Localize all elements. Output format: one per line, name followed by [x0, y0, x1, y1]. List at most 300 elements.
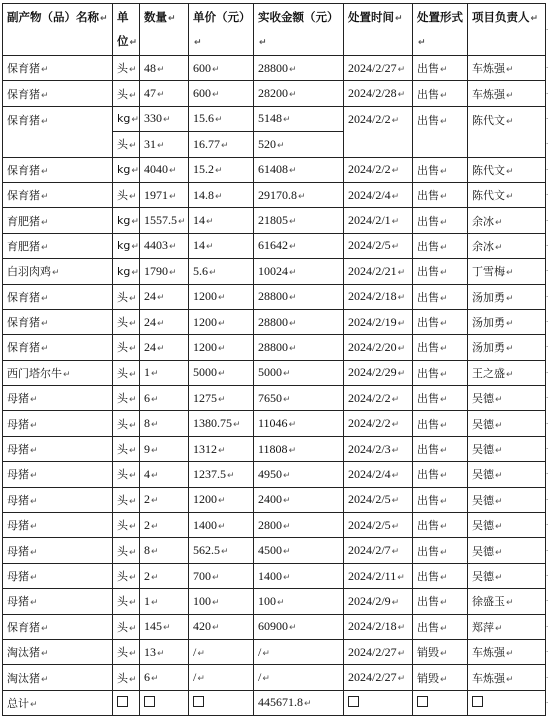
- cell-quantity: [140, 259, 189, 284]
- cell-disposal-type: [413, 513, 468, 538]
- cell-product-name-text: 育肥猪: [7, 239, 40, 253]
- cell-quantity-text: 31: [144, 136, 156, 151]
- paragraph-mark-icon: ↵: [41, 649, 49, 660]
- paragraph-mark-icon: ↵: [129, 344, 137, 355]
- cell-unit-price: [189, 132, 254, 157]
- paragraph-mark-icon: ↵: [440, 344, 448, 355]
- cell-amount: [254, 462, 344, 487]
- paragraph-mark-icon: ↵: [495, 547, 503, 558]
- paragraph-mark-icon: ↵: [157, 648, 165, 659]
- paragraph-mark-icon: ↵: [506, 319, 514, 330]
- cell-disposal-type-text: 出售: [417, 163, 439, 177]
- cell-unit: [113, 182, 140, 207]
- cell-disposal-type-text: 出售: [417, 443, 439, 457]
- paragraph-mark-icon: ↵: [289, 623, 297, 634]
- cell-disposal-type-text: 出售: [417, 265, 439, 279]
- cell-disposal-type: [413, 386, 468, 411]
- row-end-mark: ·: [546, 394, 549, 403]
- paragraph-mark-icon: ↵: [397, 343, 406, 354]
- paragraph-mark-icon: ↵: [395, 14, 403, 24]
- cell-unit-text: 头: [117, 87, 128, 101]
- cell-unit: [113, 436, 140, 461]
- cell-product-name-text: 保育猪: [7, 316, 40, 330]
- cell-unit-price-text: /: [193, 670, 197, 685]
- cell-amount-text: 11046: [258, 416, 288, 431]
- paragraph-mark-icon: ↵: [221, 547, 229, 558]
- table-row: [3, 56, 546, 81]
- cell-unit-price: [189, 411, 254, 436]
- paragraph-mark-icon: ↵: [129, 573, 137, 583]
- paragraph-mark-icon: ↵: [129, 420, 137, 431]
- total-row: [3, 690, 546, 715]
- cell-amount-text: 11808: [258, 441, 288, 456]
- cell-amount: [254, 106, 344, 131]
- paragraph-mark-icon: ↵: [41, 674, 49, 685]
- paragraph-mark-icon: ↵: [218, 343, 226, 354]
- cell-unit: [113, 614, 140, 639]
- cell-disposal-date-text: 2024/2/5: [348, 517, 391, 532]
- paragraph-mark-icon: ↵: [157, 90, 165, 101]
- row-end-mark: ·: [546, 318, 549, 327]
- cell-unit-price-text: 16.77: [193, 136, 220, 151]
- cell-amount: [254, 639, 344, 664]
- cell-unit-price-text: 600: [193, 86, 211, 101]
- cell-amount-text: 28200: [258, 86, 288, 101]
- paragraph-mark-icon: ↵: [30, 522, 38, 533]
- header-disposal-date-text: 处置时间: [348, 10, 394, 24]
- cell-quantity-text: 4040: [144, 162, 168, 177]
- paragraph-mark-icon: ↵: [129, 293, 137, 304]
- cell-unit-price-text: 1200: [193, 314, 217, 329]
- header-disposal-type-text: 处置形式: [417, 10, 463, 24]
- paragraph-mark-icon: ↵: [151, 674, 159, 685]
- cell-amount-text: 2800: [258, 517, 282, 532]
- paragraph-mark-icon: ↵: [30, 420, 38, 431]
- table-row: [3, 563, 546, 588]
- paragraph-mark-icon: ↵: [440, 547, 448, 558]
- paragraph-mark-icon: ↵: [129, 496, 137, 507]
- cell-disposal-type: [413, 563, 468, 588]
- cell-unit: [113, 563, 140, 588]
- cell-manager: [468, 487, 546, 512]
- cell-disposal-date-text: 2024/2/11: [348, 568, 397, 583]
- cell-disposal-type-text: 销毁: [417, 646, 439, 660]
- cell-unit: [113, 259, 140, 284]
- cell-unit-price: [189, 513, 254, 538]
- cell-amount-text: 520: [258, 136, 276, 151]
- row-end-mark: ·: [546, 89, 549, 98]
- cell-unit: [113, 462, 140, 487]
- cell-unit-price-text: 1200: [193, 492, 217, 507]
- paragraph-mark-icon: ↵: [440, 268, 448, 279]
- cell-manager: [468, 208, 546, 233]
- paragraph-mark-icon: ↵: [289, 242, 297, 253]
- paragraph-mark-icon: ↵: [157, 293, 165, 304]
- cell-product-name: [3, 360, 113, 385]
- paragraph-mark-icon: ↵: [30, 471, 38, 482]
- cell-unit-text: 头: [117, 366, 128, 380]
- cell-disposal-date: [344, 335, 413, 360]
- header-amount-text: 实收金额（元）: [258, 10, 339, 24]
- paragraph-mark-icon: ↵: [63, 369, 71, 380]
- paragraph-mark-icon: ↵: [151, 547, 159, 558]
- empty-box-icon: [417, 696, 428, 707]
- paragraph-mark-icon: ↵: [530, 14, 539, 24]
- cell-unit: [113, 639, 140, 664]
- cell-amount: [254, 309, 344, 334]
- cell-amount-text: 29170.8: [258, 187, 297, 202]
- cell-quantity: [140, 360, 189, 385]
- cell-disposal-type: [413, 462, 468, 487]
- cell-quantity: [140, 589, 189, 614]
- cell-manager: [468, 182, 546, 207]
- paragraph-mark-icon: ↵: [218, 369, 226, 380]
- cell-unit-price: [189, 639, 254, 664]
- paragraph-mark-icon: ↵: [495, 242, 503, 253]
- cell-quantity-text: 8: [144, 543, 150, 558]
- cell-amount: [254, 436, 344, 461]
- paragraph-mark-icon: ↵: [129, 522, 137, 533]
- cell-manager-text: 陈代文: [472, 113, 505, 127]
- cell-disposal-date-text: 2024/2/27: [348, 644, 397, 659]
- paragraph-mark-icon: ↵: [129, 446, 137, 457]
- paragraph-mark-icon: ↵: [289, 217, 297, 228]
- paragraph-mark-icon: ↵: [495, 496, 503, 507]
- paragraph-mark-icon: ↵: [391, 242, 400, 253]
- cell-quantity-text: 145: [144, 619, 162, 634]
- paragraph-mark-icon: ↵: [212, 597, 220, 608]
- total-empty-quantity: [140, 690, 189, 715]
- header-row: [3, 4, 546, 56]
- cell-product-name: [3, 513, 113, 538]
- cell-quantity-text: 2: [144, 568, 150, 583]
- cell-unit-price: [189, 259, 254, 284]
- cell-quantity: [140, 462, 189, 487]
- cell-disposal-type: [413, 411, 468, 436]
- paragraph-mark-icon: ↵: [506, 116, 514, 127]
- cell-unit: [113, 360, 140, 385]
- cell-product-name: [3, 182, 113, 207]
- table-row: [3, 639, 546, 664]
- cell-quantity: [140, 335, 189, 360]
- paragraph-mark-icon: ↵: [440, 242, 448, 253]
- paragraph-mark-icon: ↵: [283, 115, 291, 126]
- paragraph-mark-icon: ↵: [178, 217, 186, 228]
- cell-disposal-type-text: 出售: [417, 392, 439, 406]
- paragraph-mark-icon: ↵: [218, 318, 226, 329]
- paragraph-mark-icon: ↵: [506, 293, 514, 304]
- paragraph-mark-icon: ↵: [440, 90, 448, 101]
- paragraph-mark-icon: ↵: [169, 267, 177, 278]
- row-end-mark: ·: [546, 114, 549, 123]
- paragraph-mark-icon: ↵: [41, 116, 49, 127]
- cell-manager: [468, 386, 546, 411]
- paragraph-mark-icon: ↵: [440, 598, 448, 609]
- paragraph-mark-icon: ↵: [30, 598, 38, 609]
- header-amount: [254, 4, 344, 56]
- paragraph-mark-icon: ↵: [168, 14, 176, 24]
- paragraph-mark-icon: ↵: [440, 217, 448, 228]
- cell-disposal-date-text: 2024/2/21: [348, 263, 397, 278]
- cell-amount-text: 7650: [258, 390, 282, 405]
- cell-manager-text: 丁雪梅: [472, 265, 505, 279]
- total-label: [3, 690, 113, 715]
- cell-unit-price-text: 420: [193, 619, 211, 634]
- paragraph-mark-icon: ↵: [157, 64, 165, 75]
- paragraph-mark-icon: ↵: [283, 572, 291, 583]
- cell-unit-price-text: 100: [193, 593, 211, 608]
- paragraph-mark-icon: ↵: [212, 623, 220, 634]
- table-row: [3, 462, 546, 487]
- empty-box-icon: [144, 696, 155, 707]
- paragraph-mark-icon: ↵: [151, 572, 159, 583]
- paragraph-mark-icon: ↵: [289, 318, 297, 329]
- cell-amount-text: 28800: [258, 289, 288, 304]
- cell-manager: [468, 56, 546, 81]
- paragraph-mark-icon: ↵: [391, 547, 400, 558]
- cell-unit-text: 头: [117, 62, 128, 76]
- paragraph-mark-icon: ↵: [212, 90, 220, 101]
- cell-product-name: [3, 208, 113, 233]
- header-manager: [468, 4, 546, 56]
- cell-manager-text: 吴德: [472, 544, 494, 558]
- cell-disposal-type: [413, 538, 468, 563]
- paragraph-mark-icon: ↵: [41, 166, 49, 177]
- paragraph-mark-icon: ↵: [129, 369, 137, 380]
- cell-unit-price-text: 14: [193, 238, 205, 253]
- cell-quantity-text: 4403: [144, 238, 168, 253]
- cell-unit: [113, 665, 140, 690]
- row-end-mark: ·: [546, 495, 549, 504]
- paragraph-mark-icon: ↵: [495, 395, 503, 406]
- paragraph-mark-icon: ↵: [262, 648, 270, 659]
- cell-unit-text: 头: [117, 468, 128, 482]
- cell-unit-text: kg: [117, 112, 131, 126]
- paragraph-mark-icon: ↵: [440, 573, 448, 583]
- paragraph-mark-icon: ↵: [283, 521, 291, 532]
- cell-disposal-type-text: 出售: [417, 366, 439, 380]
- cell-quantity: [140, 487, 189, 512]
- cell-disposal-type: [413, 233, 468, 258]
- row-end-mark: ·: [546, 521, 549, 530]
- cell-unit-price: [189, 487, 254, 512]
- table-row: [3, 386, 546, 411]
- cell-quantity-text: 8: [144, 416, 150, 431]
- cell-unit: [113, 487, 140, 512]
- cell-disposal-type: [413, 309, 468, 334]
- cell-unit: [113, 386, 140, 411]
- cell-product-name-text: 母猪: [7, 468, 29, 482]
- paragraph-mark-icon: ↵: [418, 38, 426, 48]
- paragraph-mark-icon: ↵: [397, 318, 406, 329]
- cell-disposal-date-text: 2024/2/18: [348, 619, 397, 634]
- cell-amount: [254, 81, 344, 106]
- cell-quantity: [140, 639, 189, 664]
- table-row: [3, 487, 546, 512]
- cell-quantity-text: 330: [144, 111, 162, 126]
- paragraph-mark-icon: ↵: [506, 674, 514, 685]
- cell-unit-price: [189, 563, 254, 588]
- cell-product-name-text: 白羽肉鸡: [7, 265, 51, 279]
- table-row: [3, 309, 546, 334]
- cell-disposal-date-text: 2024/2/2: [348, 390, 391, 405]
- cell-manager: [468, 614, 546, 639]
- cell-manager: [468, 335, 546, 360]
- paragraph-mark-icon: ↵: [197, 648, 205, 659]
- paragraph-mark-icon: ↵: [194, 38, 202, 48]
- cell-quantity-text: 13: [144, 644, 156, 659]
- cell-quantity: [140, 132, 189, 157]
- cell-disposal-date-text: 2024/2/2: [348, 416, 391, 431]
- cell-unit-text: 头: [117, 443, 128, 457]
- header-unit-price-text: 单价（元）: [193, 10, 251, 24]
- cell-disposal-type-text: 出售: [417, 468, 439, 482]
- cell-disposal-date-text: 2024/2/4: [348, 187, 391, 202]
- cell-unit-price: [189, 81, 254, 106]
- cell-unit-text: 头: [117, 493, 128, 507]
- cell-amount: [254, 360, 344, 385]
- cell-unit-price-text: 5.6: [193, 263, 208, 278]
- cell-disposal-type: [413, 157, 468, 182]
- cell-disposal-type: [413, 259, 468, 284]
- cell-disposal-type-text: 出售: [417, 113, 439, 127]
- cell-disposal-date-text: 2024/2/3: [348, 441, 391, 456]
- cell-manager-text: 余冰: [472, 214, 494, 228]
- cell-quantity-text: 4: [144, 466, 150, 481]
- cell-product-name: [3, 639, 113, 664]
- cell-manager: [468, 360, 546, 385]
- cell-quantity-text: 9: [144, 441, 150, 456]
- table-row: [3, 665, 546, 690]
- cell-disposal-type-text: 出售: [417, 595, 439, 609]
- cell-amount: [254, 259, 344, 284]
- paragraph-mark-icon: ↵: [129, 395, 137, 406]
- paragraph-mark-icon: ↵: [391, 597, 400, 608]
- cell-manager-text: 汤加勇: [472, 290, 505, 304]
- paragraph-mark-icon: ↵: [283, 470, 291, 481]
- paragraph-mark-icon: ↵: [495, 217, 503, 228]
- cell-product-name: [3, 589, 113, 614]
- cell-disposal-type: [413, 614, 468, 639]
- cell-disposal-date: [344, 436, 413, 461]
- cell-unit: [113, 233, 140, 258]
- cell-manager-text: 车炼强: [472, 87, 505, 101]
- cell-product-name-text: 母猪: [7, 595, 29, 609]
- paragraph-mark-icon: ↵: [157, 140, 165, 151]
- paragraph-mark-icon: ↵: [169, 166, 177, 177]
- table-row: [3, 284, 546, 309]
- paragraph-mark-icon: ↵: [30, 446, 38, 457]
- cell-amount-text: 5000: [258, 365, 282, 380]
- paragraph-mark-icon: ↵: [30, 573, 38, 583]
- paragraph-mark-icon: ↵: [129, 90, 137, 101]
- paragraph-mark-icon: ↵: [391, 394, 400, 405]
- cell-amount-text: /: [258, 670, 262, 685]
- cell-product-name: [3, 386, 113, 411]
- cell-product-name-text: 育肥猪: [7, 214, 40, 228]
- cell-manager-text: 徐盛玉: [472, 595, 505, 609]
- cell-unit-text: 头: [117, 392, 128, 406]
- header-unit: [113, 4, 140, 56]
- cell-unit-price-text: 1275: [193, 390, 217, 405]
- paragraph-mark-icon: ↵: [129, 38, 138, 48]
- paragraph-mark-icon: ↵: [397, 369, 406, 380]
- cell-disposal-date: [344, 386, 413, 411]
- paragraph-mark-icon: ↵: [440, 446, 448, 457]
- cell-product-name-text: 母猪: [7, 544, 29, 558]
- cell-disposal-type: [413, 335, 468, 360]
- paragraph-mark-icon: ↵: [163, 115, 171, 126]
- header-quantity-text: 数量: [144, 10, 167, 24]
- paragraph-mark-icon: ↵: [233, 420, 241, 431]
- header-product-name: [3, 4, 113, 56]
- cell-disposal-type: [413, 589, 468, 614]
- paragraph-mark-icon: ↵: [440, 192, 448, 203]
- cell-unit-price: [189, 360, 254, 385]
- cell-amount: [254, 614, 344, 639]
- cell-disposal-date: [344, 589, 413, 614]
- header-unit-text: 单位: [117, 10, 129, 48]
- cell-amount: [254, 208, 344, 233]
- paragraph-mark-icon: ↵: [212, 572, 220, 583]
- cell-unit: [113, 335, 140, 360]
- paragraph-mark-icon: ↵: [506, 369, 514, 380]
- cell-amount: [254, 56, 344, 81]
- cell-disposal-date: [344, 309, 413, 334]
- cell-disposal-date-text: 2024/2/2: [348, 111, 391, 126]
- cell-quantity: [140, 182, 189, 207]
- cell-amount: [254, 665, 344, 690]
- cell-quantity: [140, 411, 189, 436]
- row-end-mark: ·: [546, 622, 549, 631]
- cell-disposal-date-text: 2024/2/5: [348, 492, 391, 507]
- cell-quantity: [140, 233, 189, 258]
- cell-manager: [468, 462, 546, 487]
- table-row: [3, 157, 546, 182]
- table-body: [3, 4, 546, 716]
- row-end-mark: ·: [546, 25, 549, 34]
- cell-unit-price: [189, 56, 254, 81]
- cell-quantity-text: 1971: [144, 187, 168, 202]
- cell-amount-text: 100: [258, 593, 276, 608]
- paragraph-mark-icon: ↵: [41, 217, 49, 228]
- cell-disposal-type-text: 出售: [417, 239, 439, 253]
- row-end-mark: ·: [546, 343, 549, 352]
- empty-box-icon: [117, 696, 128, 707]
- cell-disposal-date: [344, 487, 413, 512]
- paragraph-mark-icon: ↵: [440, 522, 448, 533]
- cell-product-name-text: 保育猪: [7, 341, 40, 355]
- cell-unit-price-text: 600: [193, 60, 211, 75]
- paragraph-mark-icon: ↵: [397, 64, 406, 75]
- cell-amount-text: 60900: [258, 619, 288, 634]
- paragraph-mark-icon: ↵: [129, 623, 137, 634]
- empty-box-icon: [348, 696, 359, 707]
- paragraph-mark-icon: ↵: [227, 470, 235, 481]
- cell-unit-price-text: 1380.75: [193, 416, 232, 431]
- cell-unit: [113, 106, 140, 131]
- cell-product-name-text: 母猪: [7, 443, 29, 457]
- paragraph-mark-icon: ↵: [495, 623, 503, 634]
- cell-disposal-date-text: 2024/2/18: [348, 289, 397, 304]
- table-row: [3, 614, 546, 639]
- cell-manager: [468, 436, 546, 461]
- paragraph-mark-icon: ↵: [41, 90, 49, 101]
- cell-manager-text: 车炼强: [472, 671, 505, 685]
- cell-product-name: [3, 563, 113, 588]
- cell-unit-price-text: 1237.5: [193, 466, 226, 481]
- cell-manager: [468, 106, 546, 157]
